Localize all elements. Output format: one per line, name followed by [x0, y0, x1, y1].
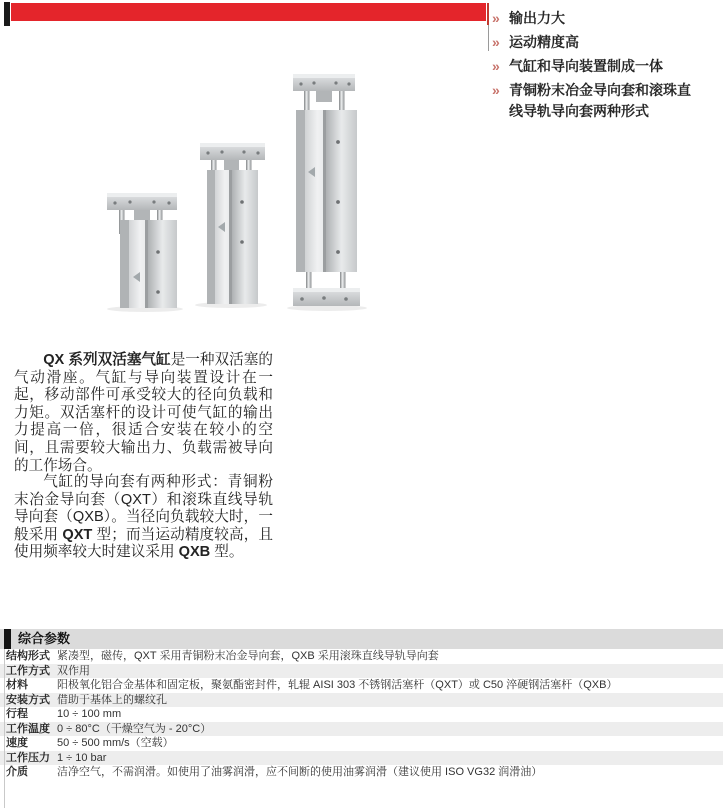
- table-row: [0, 736, 723, 751]
- table-row: [0, 693, 723, 708]
- feature-item: [492, 32, 691, 53]
- spec-table-header: [0, 629, 723, 649]
- header-black-bar: [4, 629, 11, 649]
- row-value: 紧凑型，磁传，QXT 采用青铜粉末冶金导向套，QXB 采用滚珠直线导轨导向套: [57, 650, 439, 662]
- intro-lead: QX 系列双活塞气缸: [43, 352, 171, 368]
- feature-text: 输出力大: [509, 10, 565, 26]
- feature-text: 气缸和导向装置制成一体: [509, 58, 663, 74]
- page-left-rule: [4, 649, 5, 808]
- chevron-bullet-icon: »: [492, 58, 500, 74]
- row-value: 双作用: [57, 664, 90, 677]
- cylinder-large: [287, 74, 367, 311]
- cylinder-small: [107, 193, 183, 312]
- row-label: 结构形式: [6, 650, 50, 662]
- intro-text: 是一种双活塞的气动滑座。气缸与导向装置设计在一起，移动部件可承受较大的径向负载和力矩。双活塞杆的设计可使气缸的输出力提高一倍，很适合安装在较小的空间，且需要较大输出力、负载需被导向的工作场合。: [14, 352, 273, 474]
- banner-divider-red: [487, 3, 489, 25]
- product-image-qx-cylinders: [100, 62, 370, 312]
- table-row: [0, 722, 723, 737]
- row-value: 借助于基体上的螺纹孔: [57, 693, 167, 706]
- row-value: 1 ÷ 10 bar: [57, 751, 107, 764]
- row-label: 速度: [6, 737, 28, 749]
- row-label: 行程: [6, 708, 28, 720]
- feature-list: [492, 8, 710, 125]
- banner-left-tab: [4, 2, 10, 26]
- row-value: 阳极氧化铝合金基体和固定板，聚氨酯密封件，轧辊 AISI 303 不锈钢活塞杆（QXT）或 C50 淬硬钢活塞杆（QXB）: [57, 679, 618, 691]
- table-row: [0, 707, 723, 722]
- intro-paragraph-2: 气缸的导向套有两种形式：青铜粉末冶金导向套（QXT）和滚珠直线导轨导向套（QXB）。当径向负载较大时，一般采用 QXT 型；而当运动精度较高，且使用频率较大时建议采用 QXB 型。: [14, 474, 274, 561]
- row-label: 工作温度: [6, 722, 50, 735]
- row-value: 0 ÷ 80°C（干燥空气为 - 20°C）: [57, 722, 212, 735]
- row-label: 工作压力: [6, 751, 50, 764]
- chevron-bullet-icon: »: [492, 82, 500, 98]
- row-label: 工作方式: [6, 664, 50, 677]
- row-value: 10 ÷ 100 mm: [57, 708, 122, 720]
- row-value: 洁净空气，不需润滑。如使用了油雾润滑，应不间断的使用油雾润滑（建议使用 ISO VG32 润滑油）: [57, 766, 543, 778]
- row-label: 材料: [6, 679, 28, 691]
- feature-text: 青铜粉末冶金导向套和滚珠直线导轨导向套两种形式: [509, 82, 691, 119]
- row-value: 50 ÷ 500 mm/s（空载）: [57, 737, 174, 749]
- table-row: [0, 649, 723, 664]
- feature-item: [492, 8, 691, 29]
- row-label: 安装方式: [6, 693, 50, 706]
- table-row: [0, 765, 723, 780]
- spec-table: [0, 629, 723, 780]
- table-row: [0, 751, 723, 766]
- cylinder-medium: [195, 143, 267, 308]
- row-label: 介质: [6, 766, 28, 778]
- chevron-bullet-icon: »: [492, 10, 500, 26]
- feature-item: [492, 80, 691, 122]
- table-row: [0, 664, 723, 679]
- table-row: [0, 678, 723, 693]
- chevron-bullet-icon: »: [492, 34, 500, 50]
- feature-text: 运动精度高: [509, 34, 579, 50]
- feature-item: [492, 56, 691, 77]
- banner-divider-gray: [488, 25, 489, 51]
- spec-table-title: 综合参数: [18, 631, 71, 646]
- intro-paragraph-1: [14, 352, 273, 475]
- red-title-banner: [11, 3, 486, 21]
